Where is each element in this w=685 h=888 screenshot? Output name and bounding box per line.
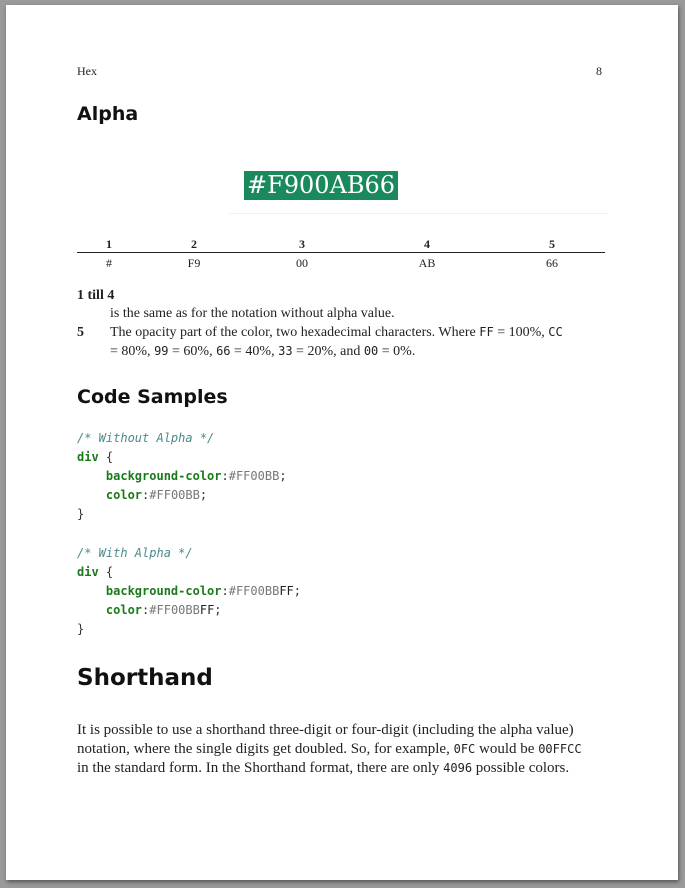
shorthand-heading: Shorthand [77,665,213,691]
column-number-3: 3 [299,237,305,251]
running-header: Hex [77,64,97,78]
shorthand-paragraph-line1: It is possible to use a shorthand three-digit or four-digit (including the alpha value) [77,722,574,738]
column-number-5: 5 [549,237,555,251]
shorthand-paragraph-line2: notation, where the single digits get doubled. So, for example, 0FC would be 00FFCC [77,741,582,757]
table-rule [77,252,605,253]
document-page [6,5,678,880]
column-number-2: 2 [191,237,197,251]
shorthand-paragraph-line3: in the standard form. In the Shorthand format, there are only 4096 possible colors. [77,760,570,776]
definition-text-1-4: is the same as for the notation without alpha value. [110,306,395,321]
column-number-4: 4 [424,237,430,251]
code-comment: /* With Alpha */ [77,546,193,560]
code-samples-heading: Code Samples [77,386,228,408]
faint-divider [229,213,609,214]
column-value-1: # [106,256,112,270]
code-selector: div [77,450,99,464]
definition-text-5-line1: The opacity part of the color, two hexadecimal characters. Where FF = 100%, CC [110,325,563,340]
code-selector: div [77,565,99,579]
definition-text-5-line2: = 80%, 99 = 60%, 66 = 40%, 33 = 20%, and 00 = 0%. [110,344,416,359]
hex-color-display: #F900AB66 [244,171,398,200]
code-block-without-alpha: /* Without Alpha */ div { background-color:#FF00BB; color:#FF00BB; } [77,431,287,521]
alpha-heading: Alpha [77,103,139,125]
column-number-1: 1 [106,237,112,251]
page-number: 8 [596,64,602,78]
code-block-with-alpha: /* With Alpha */ div { background-color:#FF00BBFF; color:#FF00BBFF; } [77,546,301,636]
column-value-5: 66 [546,256,558,270]
column-value-3: 00 [296,256,308,270]
definition-term-1-4: 1 till 4 [77,288,115,303]
definition-term-5: 5 [77,325,84,340]
code-comment: /* Without Alpha */ [77,431,215,445]
column-value-4: AB [418,256,436,270]
column-value-2: F9 [187,256,201,270]
